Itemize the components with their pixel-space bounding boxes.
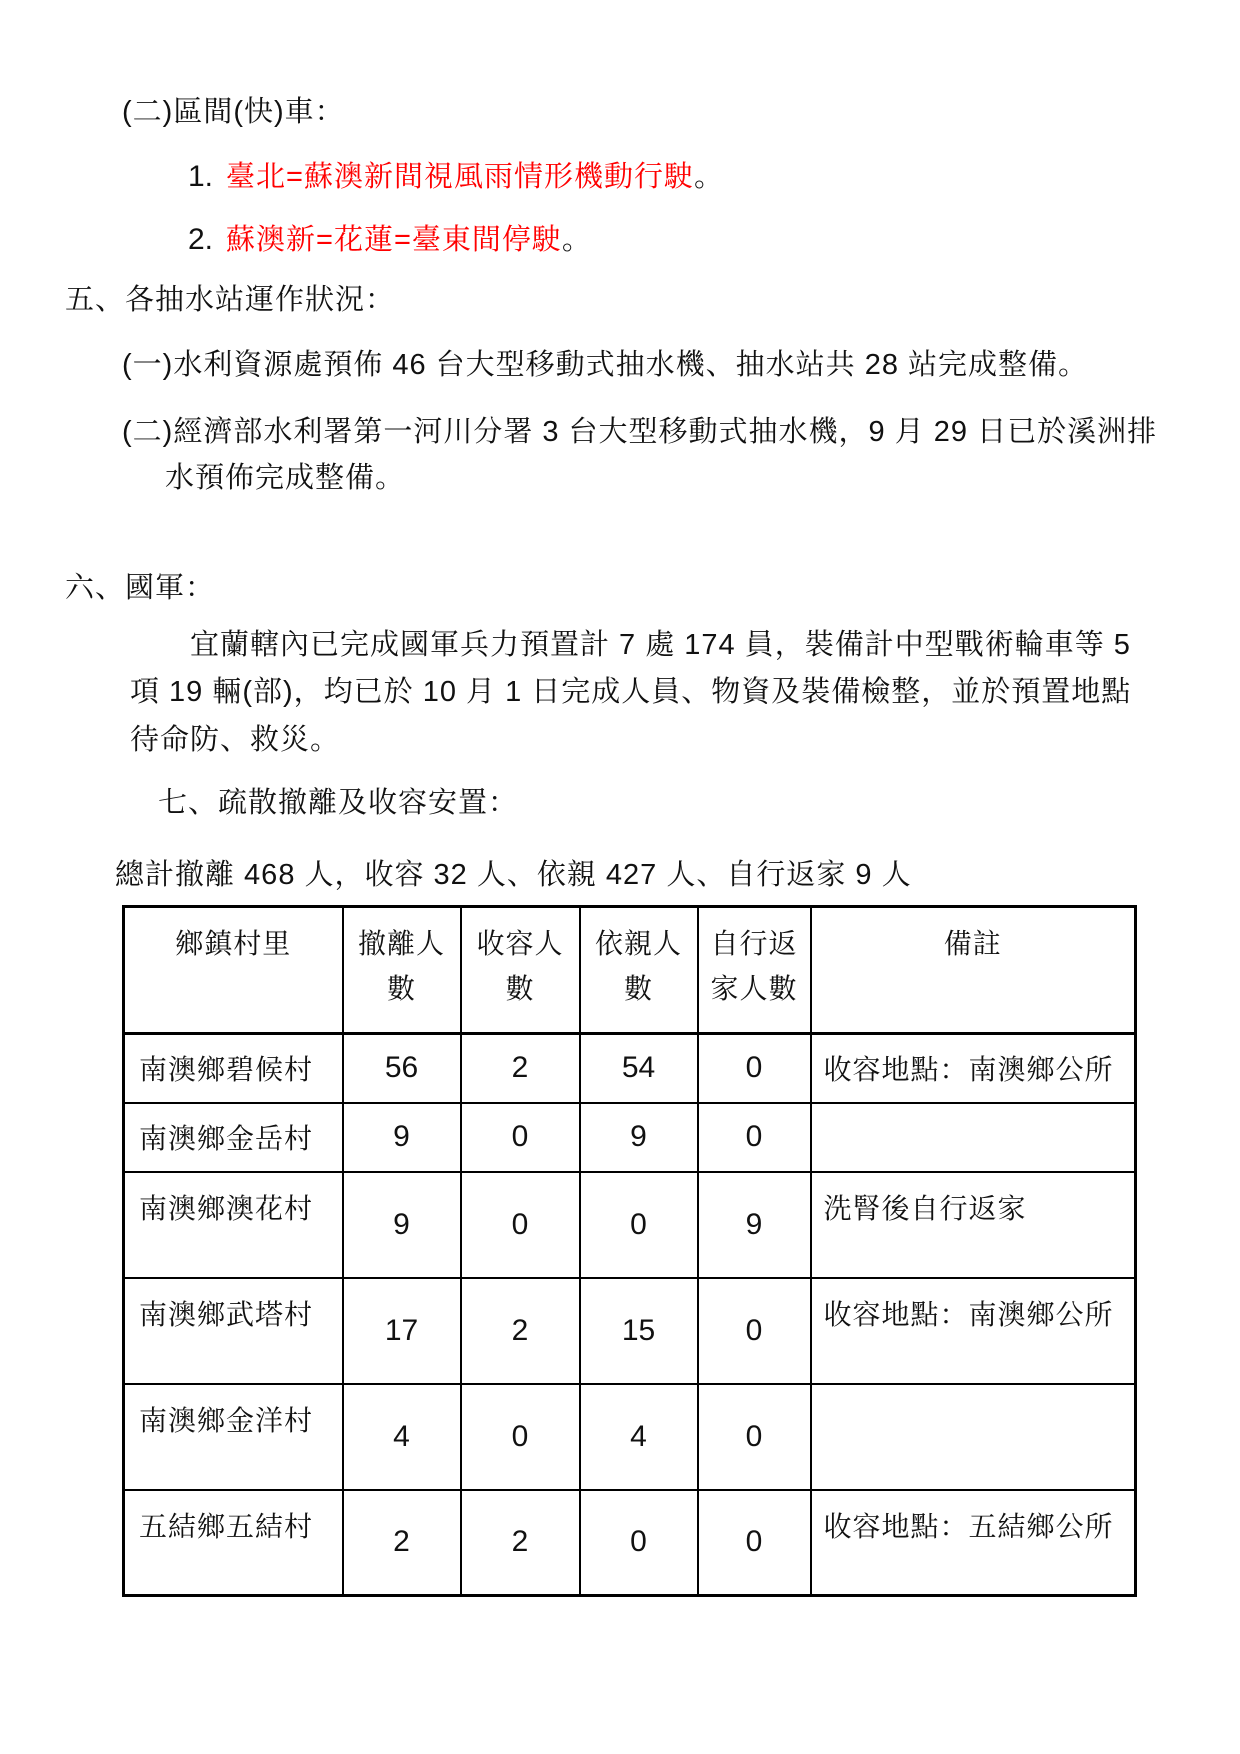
col-header-evacuated <box>343 907 461 1034</box>
evacuated-cell: 9 <box>343 1172 461 1278</box>
military-heading: 六、國軍： <box>65 572 216 604</box>
sheltered-cell: 0 <box>461 1384 580 1490</box>
train-item-2 <box>188 218 592 262</box>
note-cell: 收容地點：南澳鄉公所 <box>811 1034 1136 1103</box>
train-item-1 <box>188 155 724 199</box>
table-row <box>124 1103 1136 1172</box>
military-paragraph-line-2: 項 19 輛(部)，均已於 10 月 1 日完成人員、物資及裝備檢整，並於預置地點 <box>130 676 1132 708</box>
relatives-cell: 0 <box>580 1172 698 1278</box>
sheltered-cell: 2 <box>461 1034 580 1103</box>
table-row <box>124 1278 1136 1384</box>
train-item-2-period: 。 <box>561 224 592 256</box>
train-item-2-text: 蘇澳新=花蓮=臺東間停駛 <box>226 224 562 256</box>
col-header-sheltered <box>461 907 580 1034</box>
evacuated-cell: 17 <box>343 1278 461 1384</box>
evacuated-cell: 4 <box>343 1384 461 1490</box>
table-row <box>124 1384 1136 1490</box>
village-cell: 南澳鄉金洋村 <box>124 1384 343 1490</box>
sheltered-cell: 2 <box>461 1490 580 1596</box>
village-cell: 南澳鄉澳花村 <box>124 1172 343 1278</box>
self-return-cell: 0 <box>698 1490 811 1596</box>
village-cell: 五結鄉五結村 <box>124 1490 343 1596</box>
train-item-1-text: 臺北=蘇澳新間視風雨情形機動行駛 <box>226 161 694 193</box>
col-header-self-return-line1: 自行返 <box>710 928 798 959</box>
relatives-cell: 9 <box>580 1103 698 1172</box>
village-cell: 南澳鄉金岳村 <box>124 1103 343 1172</box>
evacuation-table <box>122 905 1137 1597</box>
pump-stations-item-2-line-2: 水預佈完成整備。 <box>165 462 406 494</box>
evacuation-heading: 七、疏散撤離及收容安置： <box>158 787 519 819</box>
evacuated-cell: 2 <box>343 1490 461 1596</box>
sheltered-cell: 2 <box>461 1278 580 1384</box>
table-row <box>124 1490 1136 1596</box>
trains-subheading: (二)區間(快)車： <box>122 96 345 128</box>
col-header-note <box>811 907 1136 1034</box>
sheltered-cell: 0 <box>461 1172 580 1278</box>
sheltered-cell: 0 <box>461 1103 580 1172</box>
col-header-relatives-line2: 數 <box>623 973 653 1004</box>
col-header-evacuated-line2: 數 <box>386 973 416 1004</box>
evacuation-summary: 總計撤離 468 人，收容 32 人、依親 427 人、自行返家 9 人 <box>115 859 912 891</box>
table-header-row <box>124 907 1136 1034</box>
train-item-1-number: 1. <box>188 160 214 193</box>
relatives-cell: 0 <box>580 1490 698 1596</box>
evacuated-cell: 56 <box>343 1034 461 1103</box>
pump-stations-item-2-line-1: (二)經濟部水利署第一河川分署 3 台大型移動式抽水機，9 月 29 日已於溪洲排 <box>122 416 1158 448</box>
note-cell: 收容地點：五結鄉公所 <box>811 1490 1136 1596</box>
self-return-cell: 0 <box>698 1103 811 1172</box>
col-header-note-line1: 備註 <box>943 928 1002 959</box>
self-return-cell: 0 <box>698 1278 811 1384</box>
evacuated-cell: 9 <box>343 1103 461 1172</box>
note-cell: 收容地點：南澳鄉公所 <box>811 1278 1136 1384</box>
self-return-cell: 9 <box>698 1172 811 1278</box>
self-return-cell: 0 <box>698 1034 811 1103</box>
col-header-sheltered-line1: 收容人 <box>476 928 564 959</box>
village-cell: 南澳鄉武塔村 <box>124 1278 343 1384</box>
note-cell <box>811 1384 1136 1490</box>
col-header-relatives <box>580 907 698 1034</box>
self-return-cell: 0 <box>698 1384 811 1490</box>
table-row <box>124 1034 1136 1103</box>
col-header-self-return-line2: 家人數 <box>710 973 798 1004</box>
col-header-sheltered-line2: 數 <box>505 973 535 1004</box>
relatives-cell: 15 <box>580 1278 698 1384</box>
note-cell <box>811 1103 1136 1172</box>
col-header-relatives-line1: 依親人 <box>594 928 682 959</box>
pump-stations-item-1: (一)水利資源處預佈 46 台大型移動式抽水機、抽水站共 28 站完成整備。 <box>122 349 1089 381</box>
village-cell: 南澳鄉碧候村 <box>124 1034 343 1103</box>
train-item-2-number: 2. <box>188 223 214 256</box>
military-paragraph-line-3: 待命防、救災。 <box>130 724 341 756</box>
col-header-evacuated-line1: 撤離人 <box>357 928 445 959</box>
col-header-village <box>124 907 343 1034</box>
table-row <box>124 1172 1136 1278</box>
train-item-1-period: 。 <box>693 161 724 193</box>
col-header-village-line1: 鄉鎮村里 <box>175 928 292 959</box>
col-header-self-return <box>698 907 811 1034</box>
relatives-cell: 4 <box>580 1384 698 1490</box>
note-cell: 洗腎後自行返家 <box>811 1172 1136 1278</box>
military-paragraph-line-1: 宜蘭轄內已完成國軍兵力預置計 7 處 174 員，裝備計中型戰術輪車等 5 <box>190 629 1131 661</box>
relatives-cell: 54 <box>580 1034 698 1103</box>
pump-stations-heading: 五、各抽水站運作狀況： <box>65 284 396 316</box>
